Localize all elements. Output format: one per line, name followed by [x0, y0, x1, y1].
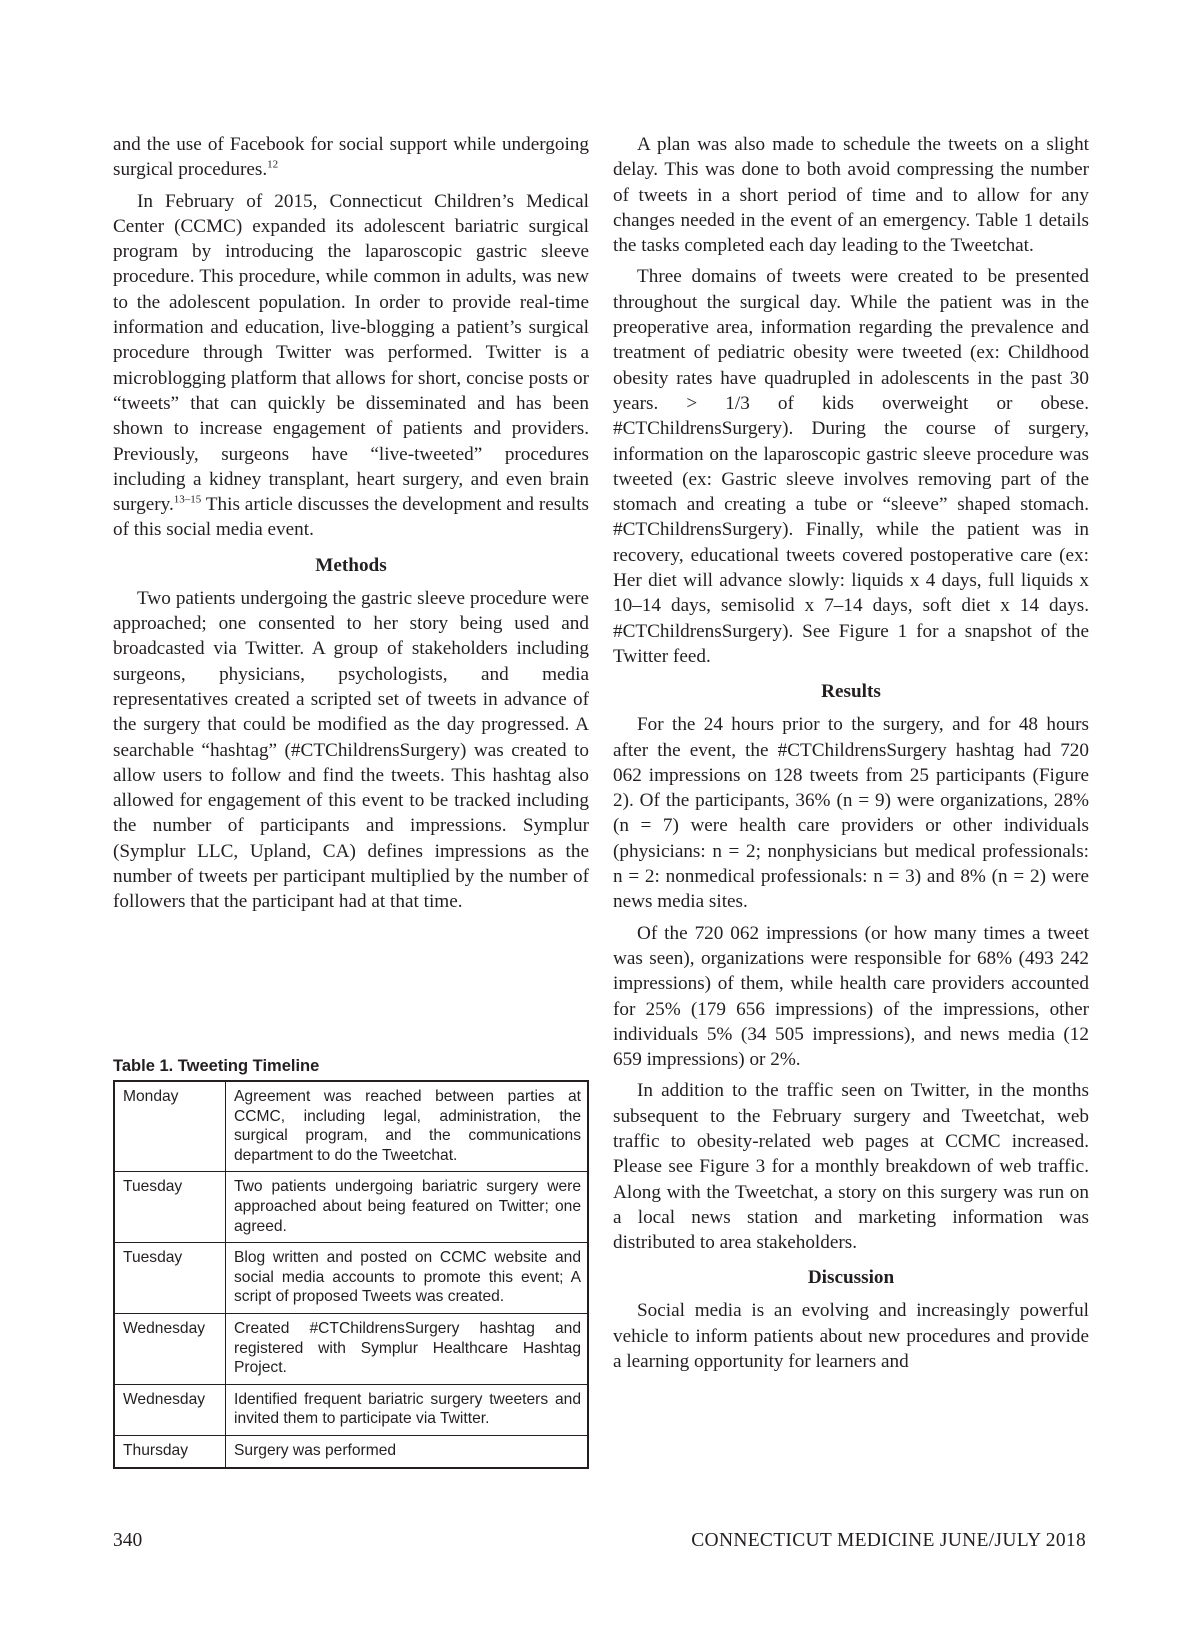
table-cell-task: Two patients undergoing bariatric surgery were approached about being featured on Twitter; one agreed.: [226, 1172, 589, 1243]
table-cell-day: Tuesday: [114, 1243, 226, 1314]
reference-superscript: 12: [267, 158, 279, 171]
table-cell-task: Surgery was performed: [226, 1435, 589, 1467]
table-cell-day: Tuesday: [114, 1172, 226, 1243]
table-cell-task: Blog written and posted on CCMC website and social media accounts to promote this event; A script of proposed Tweets was created.: [226, 1243, 589, 1314]
paragraph: Three domains of tweets were created to be presented throughout the surgical day. While the patient was in the preoperative area, information regarding the prevalence and treatment of pediatric obesity were tweeted (ex: Childhood obesity rates have quadrupled in adolescents in the past 30 years. > 1/3 of kids overweight or obese. #CTChildrensSurgery). During the course of surgery, information on the laparoscopic gastric sleeve procedure was tweeted (ex: Gastric sleeve involves removing part of the stomach and creating a tube or “sleeve” shaped stomach. #CTChildrensSurgery). Finally, while the patient was in recovery, educational tweets covered postoperative care (ex: Her diet will advance slowly: liquids x 4 days, full liquids x 10–14 days, semisolid x 7–14 days, soft diet x 14 days. #CTChildrensSurgery). See Figure 1 for a snapshot of the Twitter feed.: [613, 266, 1089, 667]
paragraph: [113, 189, 589, 543]
paragraph: In addition to the traffic seen on Twitter, in the months subsequent to the February surgery and Tweetchat, web traffic to obesity-related web pages at CCMC increased. Please see Figure 3 for a monthly breakdown of web traffic. Along with the Tweetchat, a story on this surgery was run on a local news station and marketing information was distributed to area stakeholders.: [613, 1080, 1089, 1254]
journal-running-footer: CONNECTICUT MEDICINE JUNE/JULY 2018: [691, 1530, 1086, 1551]
section-heading-results: Results: [821, 681, 881, 703]
section-heading-methods: Methods: [315, 554, 387, 576]
table-cell-day: Wednesday: [114, 1313, 226, 1384]
right-column: [613, 132, 1089, 1380]
page-number: 340: [113, 1530, 143, 1551]
table-cell-day: Thursday: [114, 1435, 226, 1467]
table-row: [114, 1435, 588, 1467]
paragraph-text: and the use of Facebook for social support while undergoing surgical procedures.: [113, 134, 589, 181]
table-row: [114, 1243, 588, 1314]
table-row: [114, 1172, 588, 1243]
table-cell-day: Monday: [114, 1081, 226, 1172]
table-cell-task: Created #CTChildrensSurgery hashtag and registered with Symplur Healthcare Hashtag Project.: [226, 1313, 589, 1384]
table-row: [114, 1081, 588, 1172]
section-heading-discussion: Discussion: [807, 1267, 895, 1289]
paragraph: For the 24 hours prior to the surgery, and for 48 hours after the event, the #CTChildrensSurgery hashtag had 720 062 impressions on 128 tweets from 25 participants (Figure 2). Of the participants, 36% (n = 9) were organizations, 28% (n = 7) were health care providers or other individuals (physicians: n = 2; nonphysicians but medical professionals: n = 2: nonmedical professionals: n = 3) and 8% (n = 2) were news media sites.: [613, 714, 1089, 913]
table-cell-task: Agreement was reached between parties at CCMC, including legal, administration, the surgical program, and the communications department to do the Tweetchat.: [226, 1081, 589, 1172]
table-row: [114, 1313, 588, 1384]
reference-superscript: 13–15: [173, 493, 202, 506]
table-cell-task: Identified frequent bariatric surgery tweeters and invited them to participate via Twitter.: [226, 1384, 589, 1435]
timeline-table: [113, 1080, 589, 1469]
paragraph-text: In February of 2015, Connecticut Children’s Medical Center (CCMC) expanded its adolescent bariatric surgical program by introducing the laparoscopic gastric sleeve procedure. This procedure, while common in adults, was new to the adolescent population. In order to provide real-time information and education, live-blogging a patient’s surgical procedure through Twitter was performed. Twitter is a microblogging platform that allows for short, concise posts or “tweets” that can quickly be disseminated and has been shown to increase engagement of patients and providers. Previously, surgeons have “live-tweeted” procedures including a kidney transplant, heart surgery, and even brain surgery.: [113, 190, 589, 516]
paragraph: Social media is an evolving and increasingly powerful vehicle to inform patients about new procedures and provide a learning opportunity for learners and: [613, 1300, 1089, 1373]
paragraph-text: This article discusses the development and results of this social media event.: [113, 494, 589, 541]
paragraph: Of the 720 062 impressions (or how many times a tweet was seen), organizations were responsible for 68% (493 242 impressions) of them, while health care providers accounted for 25% (179 656 impressions) of the impressions, other individuals 5% (34 505 impressions), and news media (12 659 impressions) or 2%.: [613, 922, 1089, 1071]
paragraph: A plan was also made to schedule the tweets on a slight delay. This was done to both avoid compressing the number of tweets in a short period of time and to allow for any changes needed in the event of an emergency. Table 1 details the tasks completed each day leading to the Tweetchat.: [613, 134, 1089, 257]
table-cell-day: Wednesday: [114, 1384, 226, 1435]
table-row: [114, 1384, 588, 1435]
paragraph: [113, 132, 589, 183]
left-column: [113, 132, 589, 921]
paragraph: Two patients undergoing the gastric sleeve procedure were approached; one consented to her story being used and broadcasted via Twitter. A group of stakeholders including surgeons, physicians, psychologists, and media representatives created a scripted set of tweets in advance of the surgery that could be modified as the day progressed. A searchable “hashtag” (#CTChildrensSurgery) was created to allow users to follow and find the tweets. This hashtag also allowed for engagement of this event to be tracked including the number of participants and impressions. Symplur (Symplur LLC, Upland, CA) defines impressions as the number of tweets per participant multiplied by the number of followers that the participant had at that time.: [113, 587, 589, 913]
table-title: Table 1. Tweeting Timeline: [113, 1057, 320, 1075]
